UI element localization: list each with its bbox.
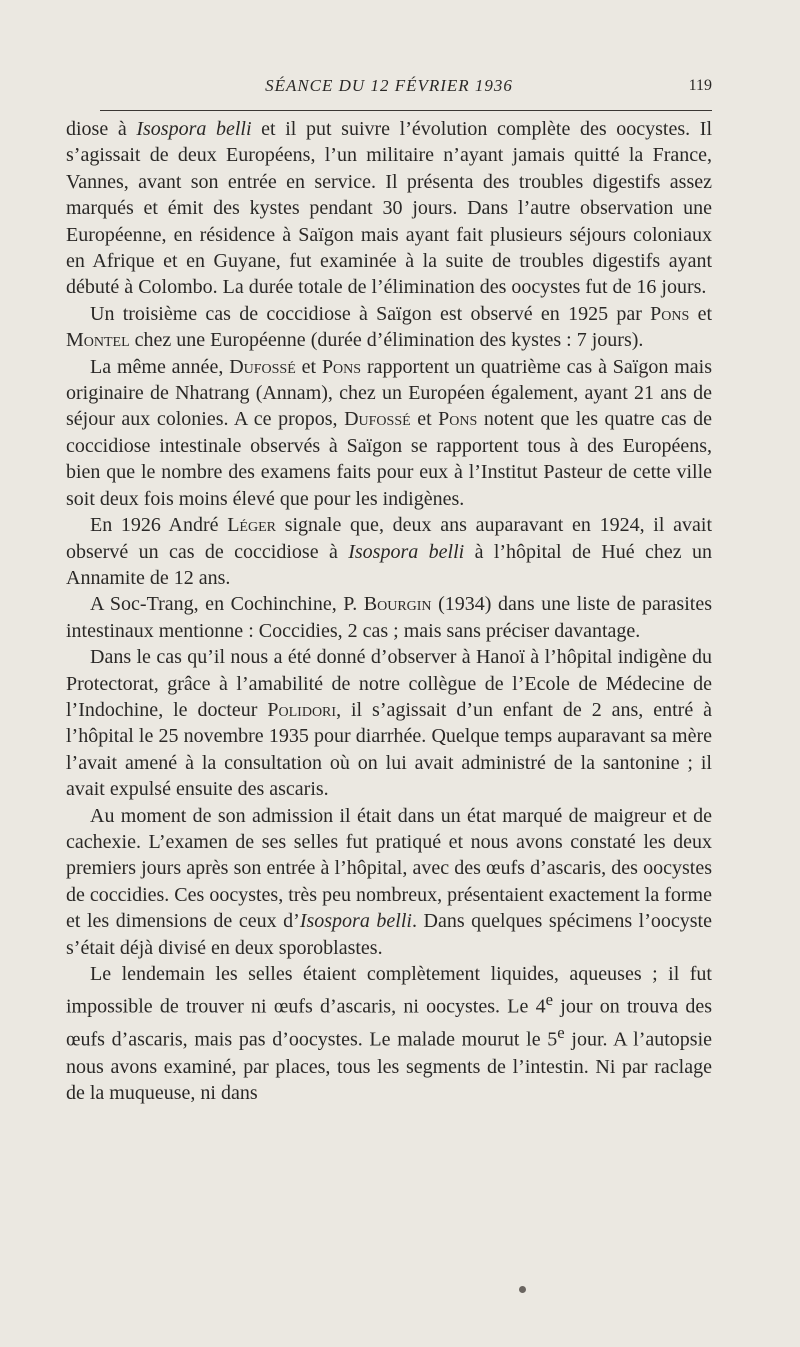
author-name: Pons — [321, 355, 362, 378]
header-title: SÉANCE DU 12 FÉVRIER 1936 — [265, 76, 513, 95]
author-name: Montel — [66, 329, 130, 352]
italic-term: Isospora belli — [348, 540, 465, 563]
header-rule — [100, 110, 712, 111]
paragraph — [66, 301, 712, 354]
text-run: Un troisième cas de coccidiose à Saïgon est observé en 1925 par — [90, 302, 651, 325]
ordinal-suffix: e — [557, 1023, 565, 1043]
text-run: et — [689, 302, 712, 325]
text-run: et il put suivre l’évolution complète des oocystes. Il s’agissait de deux Européens, l’un militaire n’ayant jamais quitté la France, Vannes, avant son entrée en service. Il présenta des troubles digestifs assez marqués et émit des kystes pendant 30 jours. Dans l’autre observation une Européenne, en résidence à Saïgon mais ayant fait plusieurs séjours coloniaux en Afrique et en Guyane, fut examinée à la suite de troubles digestifs ayant débuté à Colombo. La durée totale de l’élimination des oocystes fut de 16 jours. — [66, 118, 712, 299]
text-run: jour. A l’autopsie nous avons examiné, par places, tous les segments de l’intestin. Ni par raclage de la muqueuse, ni dans — [66, 1029, 713, 1104]
text-run: , il s’agissait d’un enfant de 2 ans, entré à l’hôpital le 25 novembre 1935 pour diarrhée. Quelque temps auparavant sa mère l’avait amené à la consultation où on lui avait administré de la santonine ; il avait expulsé ensuite des ascaris. — [66, 698, 713, 801]
text-run: En 1926 André — [90, 514, 228, 537]
text-run: diose à — [66, 118, 137, 140]
text-run: (1934) dans une liste de parasites intestinaux mentionne : Coccidies, 2 cas ; mais sans préciser davantage. — [66, 593, 712, 642]
text-run: Au moment de son admission il était dans un état marqué de maigreur et de cachexie. L’examen de ses selles fut pratiqué et nous avons constaté les deux premiers jours après son entrée à l’hôpital, avec des œufs d’ascaris, des oocystes de coccidies. Ces oocystes, très peu nombreux, présentaient exactement la forme et les dimensions de ceux d’ — [66, 804, 712, 933]
text-run: à l’hôpital de Hué chez un Annamite de 12 ans. — [66, 540, 712, 589]
paragraph — [66, 803, 712, 961]
paragraph — [66, 591, 712, 644]
paragraph — [66, 961, 712, 1106]
author-name: Dufossé — [229, 355, 296, 378]
author-name: Polidori — [267, 698, 337, 721]
author-name: Léger — [227, 514, 276, 537]
page-number: 119 — [688, 77, 712, 94]
text-run: rapportent un quatrième cas à Saïgon mais originaire de Nhatrang (Annam), chez un Européen également, ayant 21 ans de séjour aux colonies. A ce propos, — [66, 355, 713, 431]
italic-term: Isospora belli — [136, 118, 252, 140]
ink-dot — [519, 1286, 526, 1293]
paragraph — [66, 644, 712, 802]
author-name: Dufossé — [344, 408, 411, 431]
text-run: notent que les quatre cas de coccidiose intestinale observés à Saïgon se rapportent tous à des Européens, bien que le nombre des examens faits pour eux à l’Institut Pasteur de cette ville soit deux fois moins élevé que pour les indigènes. — [66, 408, 713, 510]
text-run: La même année, — [90, 355, 230, 378]
paragraph — [66, 354, 712, 512]
ordinal-suffix: e — [545, 990, 554, 1010]
text-run: . Dans quelques spécimens l’oocyste s’était déjà divisé en deux sporoblastes. — [66, 910, 712, 959]
author-name: Bourgin — [363, 593, 432, 616]
italic-term: Isospora belli — [299, 910, 412, 933]
author-name: Pons — [438, 408, 478, 431]
text-run: chez une Européenne (durée d’élimination des kystes : 7 jours). — [129, 329, 644, 352]
paragraph — [66, 512, 712, 591]
text-run: Le lendemain les selles étaient complètement liquides, aqueuses ; il fut impossible de trouver ni œufs d’ascaris, ni oocystes. Le 4 — [66, 963, 712, 1019]
text-run: et — [410, 408, 439, 431]
paragraph — [66, 116, 712, 301]
text-run: Dans le cas qu’il nous a été donné d’observer à Hanoï à l’hôpital indigène du Protectorat, grâce à l’amabilité de notre collègue de l’Ecole de Médecine de l’Indochine, le docteur — [66, 646, 712, 721]
running-header — [66, 76, 712, 106]
body-text — [66, 116, 712, 1106]
text-run: A Soc-Trang, en Cochinchine, P. — [90, 593, 364, 616]
text-run: signale que, deux ans auparavant en 1924, il avait observé un cas de coccidiose à — [66, 514, 712, 563]
text-run: et — [295, 355, 322, 378]
text-run: jour on trouva des œufs d’ascaris, mais pas d’oocystes. Le malade mourut le 5 — [66, 996, 712, 1052]
author-name: Pons — [650, 302, 690, 325]
